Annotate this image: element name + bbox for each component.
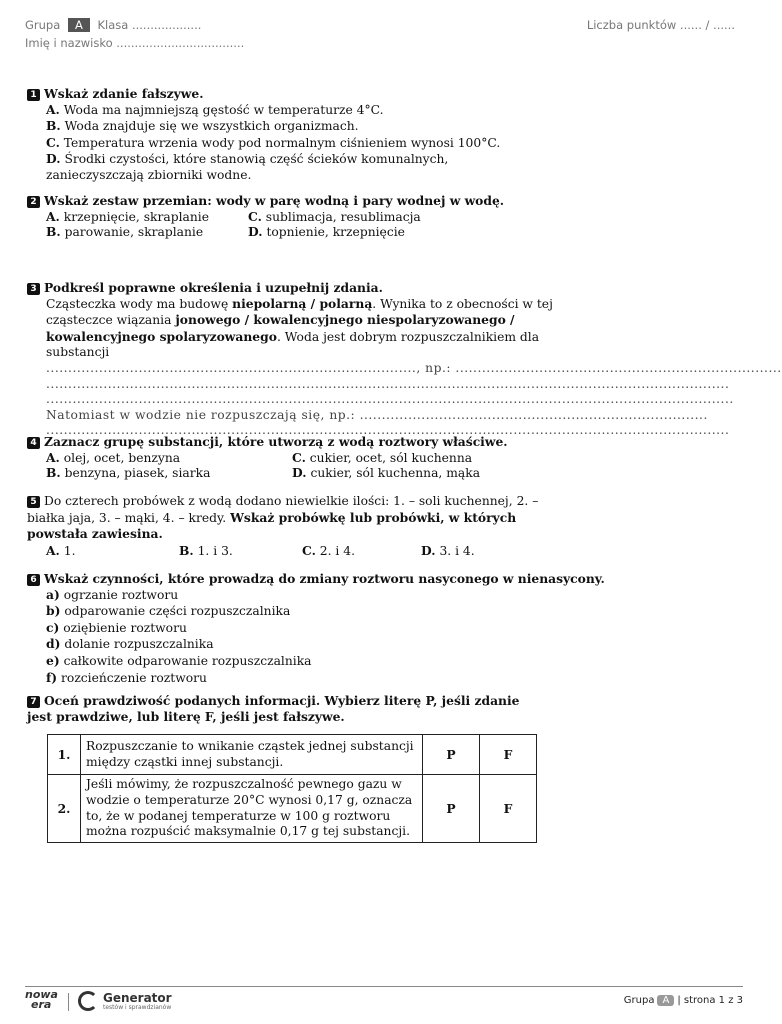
nowa-era-logo: nowa era bbox=[25, 988, 58, 1011]
option-a[interactable]: A. Woda ma najmniejszą gęstość w temperaturze 4°C. bbox=[46, 101, 384, 117]
row-number: 2. bbox=[48, 775, 81, 843]
option-b[interactable]: B. parowanie, skraplanie bbox=[46, 224, 204, 240]
footer-divider bbox=[25, 986, 743, 987]
option-a[interactable]: A. olej, ocet, benzyna bbox=[46, 449, 181, 465]
option-c[interactable]: C. 2. i 4. bbox=[302, 542, 355, 558]
question-title: Wskaż czynności, które prowadzą do zmiany roztworu nasyconego w nienasycony. bbox=[44, 571, 605, 586]
question-3-text: Cząsteczka wody ma budowę niepolarną / polarną. Wynika to z obecności w tej cząsteczce wiązania jonowego / kowalencyjnego niespolaryzowanego / kowalencyjnego spolaryzowanego. Woda jest dobrym rozpuszczalnikiem dla substancji bbox=[46, 295, 553, 360]
question-title: Zaznacz grupę substancji, które utworzą z wodą roztwory właściwe. bbox=[44, 434, 508, 449]
generator-g-icon bbox=[78, 991, 98, 1011]
option-b[interactable]: b) odparowanie części rozpuszczalnika bbox=[46, 603, 291, 619]
question-title: Wskaż zestaw przemian: wody w parę wodną i pary wodnej w wodę. bbox=[44, 193, 505, 208]
question-number: 1 bbox=[27, 89, 40, 101]
true-choice[interactable]: P bbox=[423, 735, 480, 775]
answer-line[interactable]: ...................................................................................., np.: .......................................................................... bbox=[46, 360, 782, 375]
question-7 bbox=[27, 693, 568, 724]
points-field: Liczba punktów ...... / ...... bbox=[586, 18, 735, 32]
page-number: | strona 1 z 3 bbox=[677, 995, 743, 1006]
question-number: 3 bbox=[27, 283, 40, 295]
options-row bbox=[27, 224, 568, 240]
header-group-line bbox=[25, 18, 201, 32]
question-text: Do czterech probówek z wodą dodano niewielkie ilości: 1. – soli kuchennej, 2. – białka jaja, 3. – mąki, 4. – kredy. bbox=[27, 494, 539, 525]
group-label: Grupa bbox=[25, 18, 61, 32]
table-row bbox=[48, 775, 537, 843]
true-choice[interactable]: P bbox=[423, 775, 480, 843]
false-choice[interactable]: F bbox=[480, 735, 537, 775]
choice-polarity[interactable]: niepolarną / polarną bbox=[232, 295, 373, 311]
question-4 bbox=[27, 434, 568, 481]
question-number: 2 bbox=[27, 196, 40, 208]
name-field: Imię i nazwisko ................................... bbox=[25, 36, 245, 50]
question-title: Podkreśl poprawne określenia i uzupełnij zdania. bbox=[44, 280, 383, 295]
options-row bbox=[27, 209, 568, 225]
question-instruction: Wskaż probówkę lub probówki, w których powstała zawiesina. bbox=[27, 509, 517, 542]
true-false-table bbox=[47, 734, 537, 843]
question-number: 4 bbox=[27, 437, 40, 449]
question-number: 6 bbox=[27, 574, 40, 586]
question-number: 5 bbox=[27, 496, 40, 508]
option-c[interactable]: C. sublimacja, resublimacja bbox=[248, 208, 421, 224]
statement: Jeśli mówimy, że rozpuszczalność pewnego gazu w wodzie o temperaturze 20°C wynosi 0,17 g, oznacza to, że w podanej temperaturze w 100 g roztworu można rozpuścić maksymalnie 0,17 g tej substancji. bbox=[81, 775, 423, 843]
option-b[interactable]: B. Woda znajduje się we wszystkich organizmach. bbox=[46, 118, 359, 134]
option-d[interactable]: D. cukier, sól kuchenna, mąka bbox=[292, 465, 481, 481]
class-field: Klasa ................... bbox=[97, 18, 202, 32]
logo-separator bbox=[68, 993, 69, 1011]
question-3 bbox=[27, 280, 782, 439]
question-title: Oceń prawdziwość podanych informacji. Wybierz literę P, jeśli zdanie jest prawdziwe, lub literę F, jeśli jest fałszywe. bbox=[27, 693, 520, 724]
option-a[interactable]: a) ogrzanie roztworu bbox=[46, 586, 179, 602]
table-row bbox=[48, 735, 537, 775]
question-6 bbox=[27, 571, 618, 686]
question-number: 7 bbox=[27, 696, 40, 708]
option-d[interactable]: d) dolanie rozpuszczalnika bbox=[46, 636, 214, 652]
option-d[interactable]: D. 3. i 4. bbox=[421, 542, 475, 558]
option-a[interactable]: A. krzepnięcie, skraplanie bbox=[46, 208, 209, 224]
option-c[interactable]: c) oziębienie roztworu bbox=[46, 619, 187, 635]
answer-line-insoluble[interactable]: Natomiast w wodzie nie rozpuszczają się, np.: ............................................................................... bbox=[46, 407, 708, 422]
question-1 bbox=[27, 86, 568, 184]
option-e[interactable]: e) całkowite odparowanie rozpuszczalnika bbox=[46, 652, 312, 668]
statement: Rozpuszczanie to wnikanie cząstek jednej substancji między cząstki innej substancji. bbox=[81, 735, 423, 775]
option-f[interactable]: f) rozcieńczenie roztworu bbox=[46, 669, 207, 685]
page-info: Grupa A | strona 1 z 3 bbox=[623, 995, 743, 1006]
answer-line[interactable]: ........................................................................................................................................................... bbox=[46, 376, 730, 391]
question-title: Wskaż zdanie fałszywe. bbox=[44, 86, 204, 101]
option-d[interactable]: D. topnienie, krzepnięcie bbox=[248, 224, 405, 240]
option-d[interactable]: D. Środki czystości, które stanowią część ścieków komunalnych, zanieczyszczają zbiorniki wodne. bbox=[46, 151, 449, 182]
question-5 bbox=[27, 494, 568, 558]
false-choice[interactable]: F bbox=[480, 775, 537, 843]
option-b[interactable]: B. 1. i 3. bbox=[179, 542, 233, 558]
group-badge: A bbox=[68, 18, 90, 32]
group-badge: A bbox=[657, 995, 674, 1006]
row-number: 1. bbox=[48, 735, 81, 775]
answer-line[interactable]: ........................................................................................................................................................... bbox=[46, 423, 730, 438]
option-a[interactable]: A. 1. bbox=[46, 542, 76, 558]
option-c[interactable]: C. Temperatura wrzenia wody pod normalnym ciśnieniem wynosi 100°C. bbox=[46, 134, 501, 150]
question-2 bbox=[27, 193, 568, 240]
option-c[interactable]: C. cukier, ocet, sól kuchenna bbox=[292, 449, 473, 465]
choice-bond-type[interactable]: jonowego / kowalencyjnego niespolaryzowanego / kowalencyjnego spolaryzowanego bbox=[46, 312, 515, 344]
answer-line[interactable]: ............................................................................................................................................................ bbox=[46, 392, 734, 407]
option-b[interactable]: B. benzyna, piasek, siarka bbox=[46, 465, 211, 481]
